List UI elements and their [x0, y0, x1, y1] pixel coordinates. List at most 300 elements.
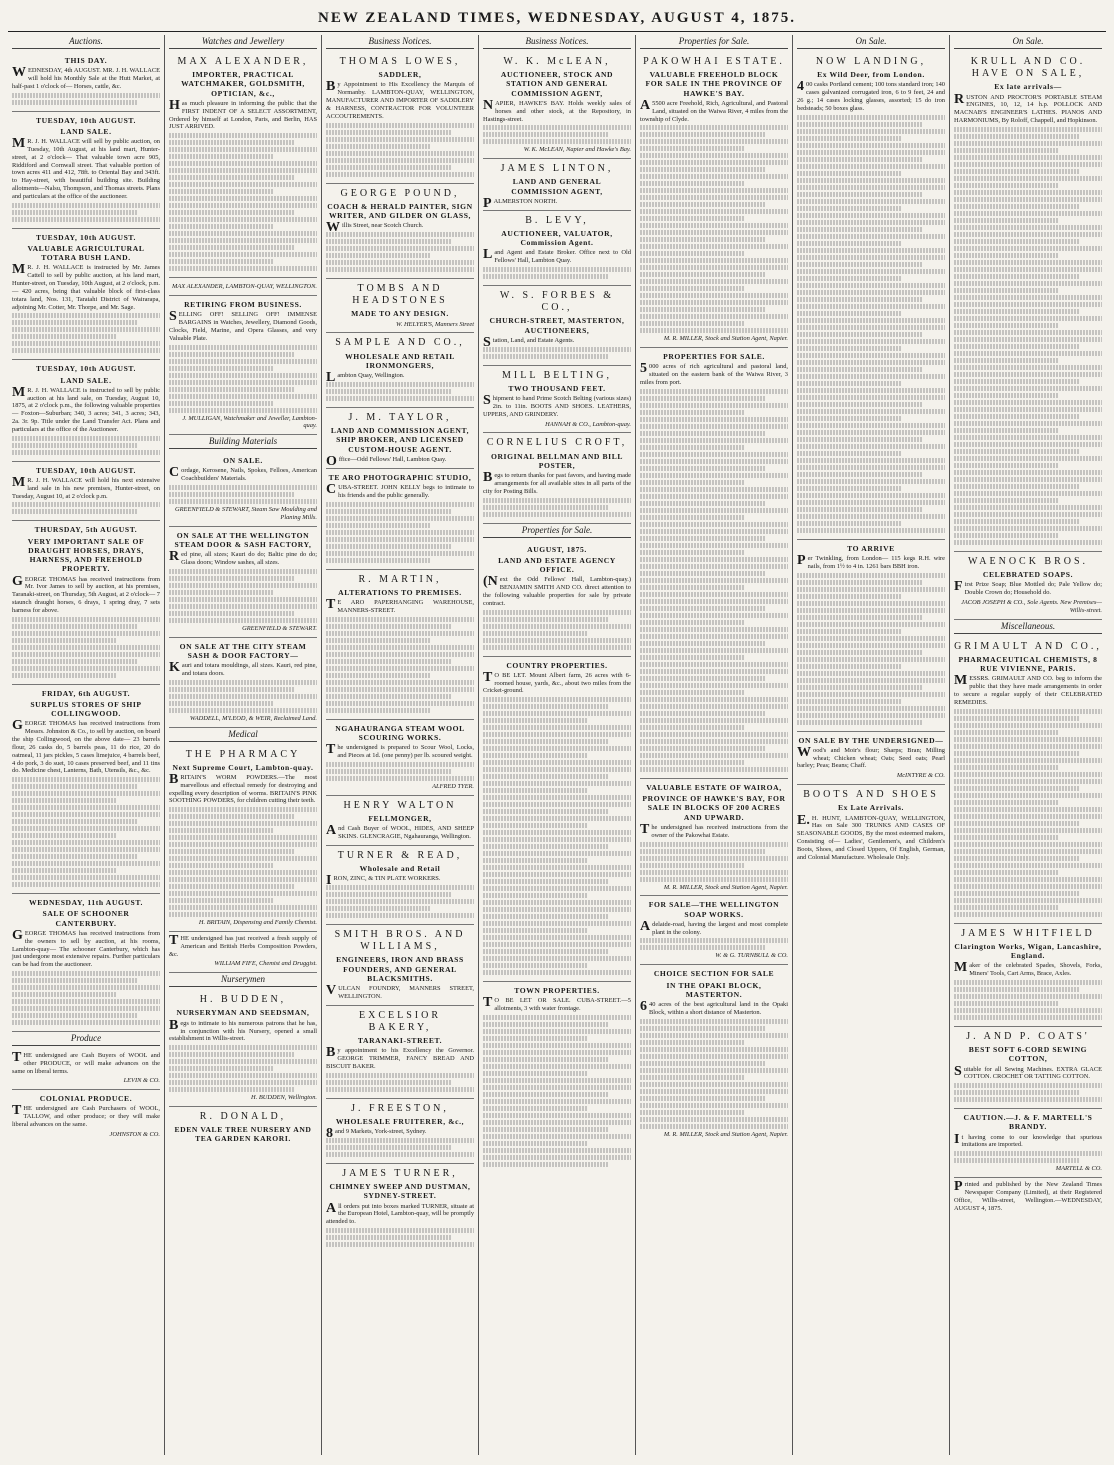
text-block — [12, 93, 160, 105]
text-line — [169, 708, 317, 713]
text-line — [640, 216, 744, 221]
text-line — [797, 699, 901, 704]
text-line — [326, 1087, 474, 1092]
ad-body: And Cash Buyer of WOOL, HIDES, AND SHEEP SKINS. GLENCRAGIE, Ngahauranga, Wellington. — [326, 823, 474, 840]
ad-body: TE ARO PAPERHANGING WAREHOUSE, MANNERS-STREET. — [326, 597, 474, 614]
text-line — [12, 971, 160, 976]
text-line — [483, 347, 631, 352]
text-line — [797, 465, 945, 470]
ad-title: IMPORTER, PRACTICAL WATCHMAKER, GOLDSMITH, OPTICIAN, &c., — [181, 70, 305, 98]
text-line — [640, 328, 788, 333]
text-line — [483, 942, 631, 947]
ad-title: Ex late arrivals— — [994, 82, 1062, 92]
ad-title: ON SALE. — [223, 456, 263, 466]
advertisement — [326, 1164, 474, 1253]
text-line — [12, 992, 116, 997]
text-line — [483, 809, 609, 814]
text-line — [954, 1015, 1102, 1020]
text-block — [326, 232, 474, 272]
text-line — [483, 963, 587, 968]
ad-headline: JAMES LINTON, — [500, 163, 614, 175]
text-line — [483, 823, 587, 828]
text-line — [12, 861, 160, 866]
text-line — [169, 366, 273, 371]
text-line — [326, 701, 474, 706]
text-line — [169, 175, 295, 180]
text-line — [797, 664, 901, 669]
text-line — [797, 692, 945, 697]
text-line — [640, 676, 766, 681]
text-line — [326, 687, 474, 692]
ad-body: Land Agent and Estate Broker. Office next to Old Fellows' Hall, Lambton Quay. — [483, 247, 631, 265]
text-block — [326, 502, 474, 563]
advertisement — [326, 52, 474, 184]
text-line — [326, 530, 474, 535]
text-line — [169, 1087, 295, 1092]
ad-signature: M. R. MILLER, Stock and Station Agent, Napier. — [663, 883, 788, 891]
ad-title: ON SALE AT THE CITY STEAM SASH & DOOR FACTORY— — [179, 641, 307, 660]
text-line — [483, 498, 631, 503]
text-line — [169, 905, 317, 910]
text-block — [483, 697, 631, 975]
text-line — [12, 666, 160, 671]
text-line — [954, 295, 1102, 300]
text-line — [797, 227, 923, 232]
text-line — [483, 132, 609, 137]
text-line — [326, 1228, 474, 1233]
ad-title: COUNTRY PROPERTIES. — [506, 660, 608, 670]
text-line — [640, 697, 788, 702]
text-line — [12, 985, 160, 990]
ad-body: E.H. HUNT, LAMBTON-QUAY, WELLINGTON, Has on Sale 300 TRUNKS AND CASES OF SEASONABLE GOODS, By the most esteemed makers, Consisting of— Ladies', Gentlemen's, and Children's Boots, Shoes, and Closed Uppers, Of English, German, and Colonial Manufacture. Wholesale Only. — [797, 812, 945, 861]
section-heading: Nurserymen — [169, 973, 317, 987]
text-line — [483, 774, 609, 779]
advertisement — [797, 785, 945, 865]
text-line — [640, 452, 788, 457]
text-line — [640, 725, 744, 730]
text-line — [640, 293, 788, 298]
text-line — [169, 701, 273, 706]
column-3 — [322, 35, 479, 1455]
text-line — [483, 921, 631, 926]
ad-body: IRON, ZINC, & TIN PLATE WORKERS. — [326, 873, 441, 889]
text-line — [954, 302, 1102, 307]
text-line — [640, 849, 766, 854]
text-line — [640, 557, 788, 562]
text-line — [640, 732, 788, 737]
ad-title: TOWN PROPERTIES. — [514, 986, 600, 996]
text-line — [797, 437, 923, 442]
ad-body: GEORGE THOMAS has received instructions from the owners to sell by auction, at his rooms, Lambton-quay— The schooner Canterbury, which has just undergone most extensive repairs. Further particulars can be had from the auctioneer. — [12, 927, 160, 969]
text-line — [797, 255, 945, 260]
text-line — [640, 209, 788, 214]
text-line — [797, 507, 923, 512]
text-line — [169, 807, 317, 812]
text-line — [640, 445, 744, 450]
text-line — [797, 248, 945, 253]
text-line — [326, 666, 474, 671]
text-line — [954, 176, 1102, 181]
ad-title: ALTERATIONS TO PREMISES. — [338, 587, 462, 597]
ad-subtitle: PROVINCE OF HAWKE'S BAY, FOR SALE IN BLOCKS OF 200 ACRES AND UPWARD. — [642, 794, 786, 822]
text-line — [169, 1073, 317, 1078]
text-line — [954, 1151, 1102, 1156]
text-line — [483, 638, 631, 643]
text-line — [483, 1078, 631, 1083]
text-line — [326, 253, 430, 258]
text-line — [797, 706, 945, 711]
text-line — [640, 1124, 788, 1129]
ad-body: VULCAN FOUNDRY, MANNERS STREET, WELLINGTON. — [326, 983, 474, 1000]
text-line — [954, 828, 1102, 833]
text-line — [12, 631, 160, 636]
text-block — [326, 617, 474, 713]
advertisement — [12, 521, 160, 684]
advertisement — [483, 541, 631, 657]
ad-title: CHURCH-STREET, MASTERTON, AUCTIONEERS, — [489, 316, 625, 335]
ad-title: Clarington Works, Wigan, Lancashire, England. — [954, 941, 1102, 960]
ad-body: CUBA-STREET. JOHN KELLY begs to intimate to his friends and the public generally. — [326, 481, 474, 499]
ad-title: TUESDAY, 10th AUGUST. — [35, 232, 137, 242]
text-line — [954, 218, 1058, 223]
text-line — [326, 389, 452, 394]
text-line — [12, 875, 160, 880]
advertisement — [797, 540, 945, 732]
text-line — [640, 438, 788, 443]
ad-headline: B. LEVY, — [525, 214, 589, 226]
text-line — [169, 203, 317, 208]
ad-headline: TOMBS AND HEADSTONES — [352, 283, 448, 307]
text-line — [326, 631, 474, 636]
text-line — [483, 907, 631, 912]
text-line — [797, 409, 945, 414]
advertisement — [483, 159, 631, 211]
text-line — [954, 994, 1102, 999]
text-line — [483, 914, 609, 919]
text-line — [640, 945, 766, 950]
advertisement — [12, 462, 160, 522]
text-line — [954, 533, 1058, 538]
text-line — [169, 898, 273, 903]
text-line — [640, 690, 744, 695]
text-line — [797, 262, 923, 267]
ad-body: Shipment to hand Prime Scotch Belting (various sizes) 2in. to 11in. BOOTS AND SHOES. LEATHERS, UPPERS, AND GRINDERY. — [483, 393, 631, 418]
text-line — [169, 842, 317, 847]
text-line — [797, 157, 923, 162]
text-line — [483, 725, 631, 730]
text-line — [326, 659, 452, 664]
ad-title: NURSERYMAN AND SEEDSMAN, — [176, 1008, 310, 1018]
text-line — [483, 1029, 631, 1034]
text-block — [12, 617, 160, 678]
text-line — [12, 784, 138, 789]
text-line — [797, 622, 945, 627]
text-line — [640, 508, 788, 513]
advertisement — [326, 469, 474, 570]
section-heading: On Sale. — [797, 35, 945, 49]
text-line — [797, 220, 945, 225]
text-line — [483, 935, 631, 940]
ad-body: Willis Street, near Scotch Church. — [326, 220, 424, 236]
text-line — [483, 267, 631, 272]
ad-headline: GRIMAULT AND CO., — [954, 640, 1102, 652]
text-line — [12, 1020, 160, 1025]
text-line — [954, 246, 1102, 251]
text-line — [640, 501, 766, 506]
text-line — [797, 479, 945, 484]
ad-title: Ex Wild Deer, from London. — [817, 70, 925, 80]
text-line — [12, 210, 138, 215]
ad-body: MR. J. H. WALLACE will hold his next extensive land sale in his new premises, Hunter-street, on Tuesday, August 10, at 2 o'clock p.m. — [12, 474, 160, 500]
advertisement — [483, 433, 631, 523]
text-line — [326, 137, 474, 142]
text-line — [640, 578, 788, 583]
text-line — [326, 1080, 452, 1085]
text-block — [954, 1083, 1102, 1102]
ad-headline: JAMES WHITFIELD — [961, 927, 1095, 939]
ad-signature: H. BRITAIN, Dispensing and Family Chemist. — [198, 919, 317, 927]
ad-title: CELEBRATED SOAPS. — [982, 570, 1074, 580]
text-line — [954, 379, 1080, 384]
text-line — [954, 225, 1102, 230]
text-line — [326, 239, 452, 244]
advertisement — [954, 1109, 1102, 1178]
text-line — [640, 480, 744, 485]
advertisement — [12, 1049, 160, 1090]
ad-title: PROPERTIES FOR SALE. — [663, 352, 765, 362]
text-line — [640, 321, 744, 326]
text-line — [326, 1145, 452, 1150]
text-line — [326, 1242, 474, 1247]
text-line — [640, 314, 788, 319]
text-line — [169, 373, 317, 378]
text-line — [954, 1158, 1080, 1163]
text-line — [169, 912, 317, 917]
ad-title: AUCTIONEER, VALUATOR, Commission Agent. — [501, 228, 613, 248]
ad-subtitle: SURPLUS STORES OF SHIP COLLINGWOOD. — [30, 699, 142, 719]
columns-container — [8, 35, 1106, 1455]
text-line — [169, 224, 273, 229]
text-line — [326, 680, 474, 685]
advertisement — [326, 408, 474, 469]
text-block — [326, 885, 474, 918]
text-line — [797, 388, 945, 393]
text-line — [483, 879, 609, 884]
text-line — [169, 618, 317, 623]
text-line — [954, 505, 1102, 510]
ad-title: PHARMACEUTICAL CHEMISTS, 8 RUE VIVIENNE, PARIS. — [958, 654, 1098, 673]
ad-headline: GEORGE POUND, — [340, 187, 460, 199]
text-line — [640, 1026, 766, 1031]
text-block — [483, 347, 631, 359]
text-line — [169, 821, 317, 826]
ad-body: By Appointment to His Excellency the Marquis of Normanby. LAMBTON-QUAY, WELLINGTON, MANUFACTURER AND IMPORTER OF SADDLERY & HARNESS, CONTRACTOR FOR VOLUNTEER ACCOUTREMENTS. — [326, 79, 474, 120]
text-line — [326, 624, 452, 629]
ad-signature: J. MULLIGAN, Watchmaker and Jeweller, Lambton-quay. — [182, 414, 317, 430]
text-line — [483, 1092, 609, 1097]
text-line — [954, 519, 1080, 524]
text-line — [954, 856, 1080, 861]
advertisement — [640, 779, 788, 896]
text-line — [954, 898, 1102, 903]
advertisement — [12, 112, 160, 229]
text-line — [797, 601, 945, 606]
text-line — [640, 153, 788, 158]
section-heading: Produce — [12, 1032, 160, 1046]
text-line — [797, 122, 923, 127]
text-block — [169, 133, 317, 271]
text-line — [12, 638, 116, 643]
ad-body: RUSTON AND PROCTOR'S PORTABLE STEAM ENGINES, 10, 12, 14 h.p. POLLOCK AND MACNAB'S ENGINEER'S LATHES. PIANOS AND HARMONIUMS, By Roloff, Chappell, and Hopkinson. — [954, 91, 1102, 125]
ad-headline: R. DONALD, — [199, 1110, 287, 1122]
text-line — [640, 1040, 744, 1045]
text-line — [640, 634, 788, 639]
text-line — [169, 387, 295, 392]
text-line — [954, 260, 1102, 265]
text-line — [12, 1006, 160, 1011]
ad-title: CHOICE SECTION FOR SALE — [653, 969, 775, 979]
ad-title: TUESDAY, 10th AUGUST. — [35, 364, 137, 374]
ad-headline: WAENOCK BROS. — [967, 555, 1089, 567]
advertisement — [12, 229, 160, 361]
text-line — [12, 450, 160, 455]
text-line — [483, 512, 631, 517]
text-line — [326, 776, 474, 781]
ad-headline: MAX ALEXANDER, — [177, 56, 309, 67]
section-heading: Auctions. — [12, 35, 160, 49]
text-line — [954, 162, 1102, 167]
text-block — [797, 573, 945, 725]
text-line — [640, 870, 788, 875]
text-line — [954, 169, 1080, 174]
text-line — [326, 523, 430, 528]
text-line — [797, 650, 923, 655]
ad-body: 400 casks Portland cement; 100 tons standard iron; 140 cases galvanized corrugated iron, 6 to 9 feet, 24 and 26 g.; 14 cases locking glasses, assorted; 15 do iron bedsteads; 50 boxes glass. — [797, 79, 945, 112]
ad-signature: ALFRED TYER. — [432, 782, 474, 790]
text-line — [169, 828, 273, 833]
text-line — [169, 168, 317, 173]
text-line — [954, 709, 1102, 714]
text-line — [326, 769, 452, 774]
ad-body: Kauri and totara mouldings, all sizes. Kauri, red pine, and totara doors. — [169, 660, 317, 677]
ad-signature: M. R. MILLER, Stock and Station Agent, Napier. — [663, 1130, 788, 1138]
text-line — [483, 949, 609, 954]
text-line — [954, 912, 1102, 917]
text-line — [954, 1090, 1080, 1095]
text-line — [169, 569, 317, 574]
text-line — [12, 1013, 138, 1018]
ad-headline: W. S. FORBES & CO., — [499, 290, 615, 314]
advertisement — [326, 570, 474, 720]
text-line — [326, 694, 452, 699]
text-block — [640, 125, 788, 333]
text-line — [326, 906, 430, 911]
ad-body: 8and 9 Markets, York-street, Sydney. — [326, 1126, 427, 1142]
text-line — [326, 1073, 474, 1078]
text-line — [326, 762, 474, 767]
text-line — [640, 195, 788, 200]
ad-body: A5500 acre Freehold, Rich, Agricultural, and Pastoral Land, situated on the Waiwa River, 4 miles from the township of Clyde. — [640, 97, 788, 123]
text-line — [954, 891, 1080, 896]
text-block — [169, 680, 317, 713]
text-line — [12, 341, 160, 346]
text-line — [954, 183, 1058, 188]
ad-body: By appointment to his Excellency the Governor. GEORGE TRIMMER, FANCY BREAD AND BISCUIT BAKER. — [326, 1045, 474, 1070]
advertisement — [326, 1099, 474, 1164]
ad-signature: M. R. MILLER, Stock and Station Agent, Napier. — [663, 335, 788, 343]
text-line — [169, 680, 317, 685]
ad-title: SADDLER, — [378, 70, 422, 80]
text-line — [12, 978, 138, 983]
text-line — [640, 550, 744, 555]
advertisement — [954, 637, 1102, 924]
text-line — [640, 1110, 744, 1115]
text-line — [12, 443, 138, 448]
column-4 — [479, 35, 636, 1455]
ad-title: TUESDAY, 10th AUGUST. — [35, 465, 137, 475]
text-line — [483, 1015, 631, 1020]
text-line — [169, 1052, 295, 1057]
text-block — [169, 1045, 317, 1092]
ad-headline: KRULL AND CO. HAVE ON SALE, — [970, 56, 1086, 80]
advertisement — [483, 211, 631, 286]
text-line — [12, 791, 160, 796]
text-line — [954, 716, 1080, 721]
text-line — [640, 1089, 788, 1094]
text-line — [640, 244, 788, 249]
text-line — [797, 360, 945, 365]
ad-title: WHOLESALE FRUITERER, &c., — [335, 1116, 465, 1126]
text-line — [954, 1083, 1102, 1088]
text-line — [169, 1066, 273, 1071]
advertisement — [12, 894, 160, 1032]
text-line — [326, 151, 474, 156]
text-line — [483, 830, 631, 835]
text-line — [797, 178, 945, 183]
text-line — [169, 1080, 317, 1085]
text-line — [326, 638, 430, 643]
text-line — [797, 720, 923, 725]
ad-title: VALUABLE FREEHOLD BLOCK FOR SALE IN THE PROVINCE OF HAWKE'S BAY. — [645, 70, 783, 98]
ad-title: TARANAKI-STREET. — [357, 1036, 443, 1045]
advertisement — [169, 638, 317, 728]
text-line — [640, 522, 788, 527]
text-line — [954, 456, 1102, 461]
text-line — [326, 1235, 452, 1240]
text-line — [12, 652, 160, 657]
text-line — [483, 886, 631, 891]
text-line — [12, 100, 138, 105]
text-line — [326, 544, 452, 549]
text-line — [326, 899, 474, 904]
advertisement — [326, 925, 474, 1006]
text-line — [954, 267, 1102, 272]
text-block — [483, 610, 631, 650]
advertisement — [326, 184, 474, 280]
text-line — [640, 1033, 788, 1038]
text-line — [483, 858, 587, 863]
text-line — [640, 746, 766, 751]
text-line — [12, 777, 160, 782]
text-line — [797, 472, 923, 477]
ad-signature: JOHNSTON & CO. — [109, 1130, 160, 1138]
text-line — [640, 167, 766, 172]
text-line — [169, 266, 317, 271]
text-line — [954, 386, 1102, 391]
advertisement — [326, 846, 474, 925]
text-line — [483, 732, 631, 737]
advertisement — [483, 657, 631, 983]
